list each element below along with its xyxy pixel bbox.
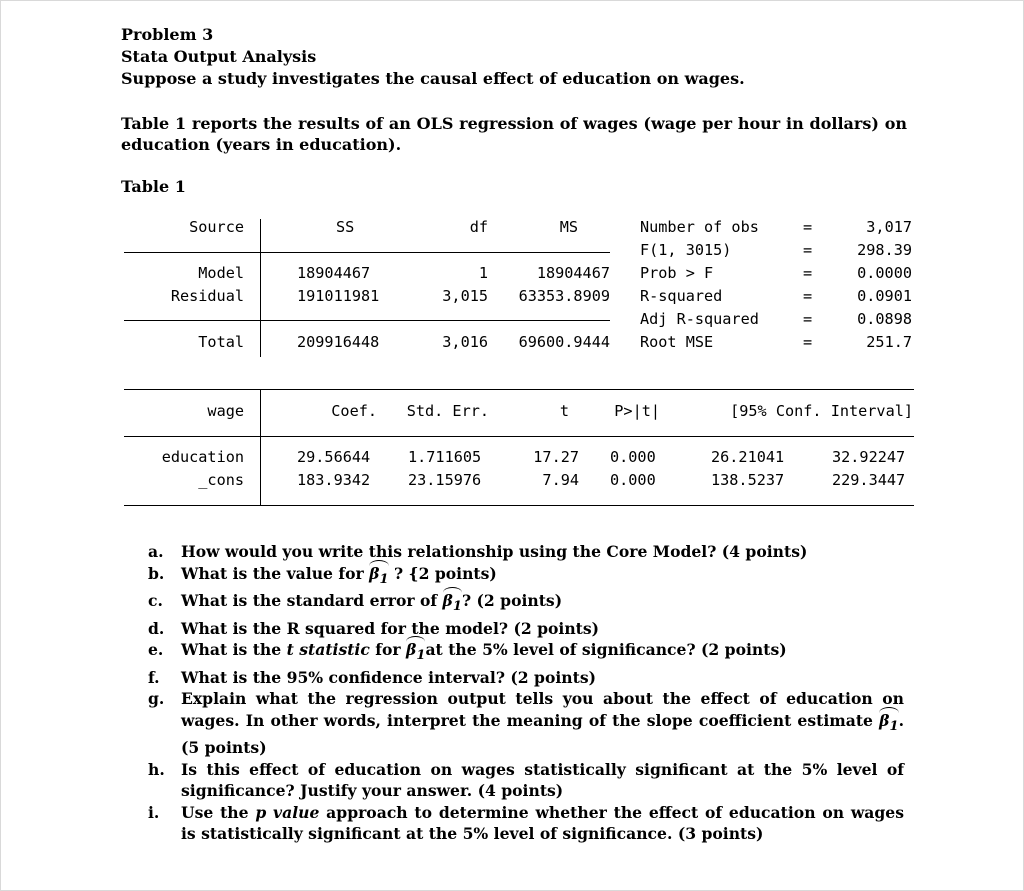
question-text-part: Use the: [181, 802, 256, 822]
row-cons-p: 0.000: [610, 471, 656, 489]
beta-letter: β: [879, 710, 890, 730]
question-e: [148, 639, 904, 667]
stat-eq: =: [803, 241, 813, 259]
header-depvar: wage: [207, 402, 244, 420]
question-list: [148, 541, 904, 845]
row-education-ci-low: 26.21041: [711, 448, 785, 466]
question-text: What is the 95% confidence interval? (2 points): [181, 667, 596, 687]
question-f: [148, 667, 904, 689]
problem-subtitle: Stata Output Analysis: [121, 47, 317, 66]
question-i: [148, 802, 904, 845]
problem-title: Problem 3: [121, 25, 214, 44]
question-text: [181, 563, 904, 591]
header-t: t: [559, 402, 569, 420]
row-model-ms: 18904467: [536, 264, 610, 282]
question-text: [181, 802, 904, 845]
row-cons-se: 23.15976: [408, 471, 482, 489]
row-total-ss: 209916448: [297, 333, 380, 351]
stat-eq: =: [803, 218, 813, 236]
question-text-part: approach to determine whether the effect of education on wages is statistically significant at the 5% level of significance. (3 points): [181, 802, 904, 844]
anova-rule-top: [124, 252, 610, 253]
question-label: a.: [148, 542, 164, 561]
row-model-label: Model: [198, 264, 244, 282]
question-text-italic: t statistic: [286, 640, 370, 660]
question-text-part: Explain what the regression output tells you about the effect of education on wages. In other words, interpret the meaning of the slope coefficient estimate: [181, 689, 904, 730]
stat-label: F(1, 3015): [640, 241, 732, 259]
anova-separator: [260, 219, 261, 357]
table-title: Table 1: [121, 177, 186, 196]
beta-hat-symbol: [879, 710, 898, 738]
question-text: [181, 590, 904, 618]
row-education-se: 1.711605: [408, 448, 482, 466]
row-cons-ci-low: 138.5237: [711, 471, 785, 489]
stat-label: Root MSE: [640, 333, 714, 351]
beta-subscript: 1: [416, 648, 426, 664]
row-model-df: 1: [478, 264, 488, 282]
row-cons-label: _cons: [198, 471, 244, 489]
row-residual-label: Residual: [170, 287, 244, 305]
header-std-err: Std. Err.: [406, 402, 489, 420]
question-text-italic: p value: [255, 802, 320, 822]
question-label: h.: [148, 759, 165, 779]
stat-eq: =: [803, 264, 813, 282]
stat-label: R-squared: [640, 287, 723, 305]
stat-label: Prob > F: [640, 264, 714, 282]
row-total-ms: 69600.9444: [518, 333, 610, 351]
row-total-label: Total: [198, 333, 244, 351]
row-model-ss: 18904467: [297, 264, 371, 282]
stat-label: Number of obs: [640, 218, 759, 236]
coef-rule-bottom: [124, 505, 914, 506]
row-education-label: education: [161, 448, 244, 466]
beta-hat-symbol: [443, 590, 462, 618]
stat-eq: =: [803, 287, 813, 305]
question-h: [148, 759, 904, 802]
question-text: Is this effect of education on wages statistically significant at the 5% level of significance? Justify your answer. (4 points): [181, 759, 904, 801]
header-ms: MS: [559, 218, 578, 236]
stat-value: 0.0000: [857, 264, 912, 282]
header-coef: Coef.: [331, 402, 377, 420]
question-text: What is the R squared for the model? (2 points): [181, 618, 600, 638]
beta-letter: β: [369, 563, 380, 583]
question-text-part: . (5 points): [181, 710, 904, 758]
row-cons-t: 7.94: [542, 471, 579, 489]
question-label: f.: [148, 667, 160, 687]
question-text-part: at the 5% level of significance? (2 points): [425, 640, 787, 660]
question-text-part: ? {2 points): [388, 563, 497, 583]
question-text-part: What is the value for: [181, 563, 370, 583]
question-d: [148, 618, 904, 640]
row-residual-df: 3,015: [442, 287, 488, 305]
question-label: d.: [148, 618, 165, 638]
question-label: b.: [148, 563, 165, 583]
stat-label: Adj R-squared: [640, 310, 759, 328]
question-label: c.: [148, 591, 163, 611]
row-residual-ss: 191011981: [297, 287, 380, 305]
question-g: [148, 688, 904, 759]
row-residual-ms: 63353.8909: [518, 287, 610, 305]
question-text: [181, 688, 904, 759]
row-education-t: 17.27: [533, 448, 579, 466]
coef-rule-mid: [124, 436, 914, 437]
question-label: i.: [148, 802, 160, 822]
header-conf-interval: [95% Conf. Interval]: [730, 402, 913, 420]
question-c: [148, 590, 904, 618]
row-education-coef: 29.56644: [297, 448, 371, 466]
question-text: How would you write this relationship using the Core Model? (4 points): [181, 542, 808, 561]
beta-subscript: 1: [379, 571, 389, 587]
stat-value: 0.0901: [857, 287, 912, 305]
stat-eq: =: [803, 333, 813, 351]
row-education-p: 0.000: [610, 448, 656, 466]
question-text-part: What is the standard error of: [181, 591, 443, 611]
question-text-part: What is the: [181, 640, 287, 660]
anova-rule-bottom: [124, 320, 610, 321]
question-text: [181, 639, 904, 667]
beta-letter: β: [406, 640, 417, 660]
question-text-part: ? (2 points): [461, 591, 563, 611]
stat-value: 251.7: [866, 333, 912, 351]
beta-hat-symbol: [369, 563, 388, 591]
header-ss: SS: [336, 218, 355, 236]
header-p: P>|t|: [614, 402, 660, 420]
question-text-part: for: [369, 640, 407, 660]
beta-subscript: 1: [452, 599, 462, 615]
study-statement: Suppose a study investigates the causal effect of education on wages.: [121, 69, 745, 88]
intro-paragraph: Table 1 reports the results of an OLS regression of wages (wage per hour in dollars) on education (years in education).: [121, 114, 907, 154]
coef-separator: [260, 389, 261, 505]
question-a: [148, 541, 904, 563]
row-cons-coef: 183.9342: [297, 471, 371, 489]
row-total-df: 3,016: [442, 333, 488, 351]
header-source: Source: [189, 218, 244, 236]
header-df: df: [469, 218, 488, 236]
beta-subscript: 1: [889, 718, 899, 734]
row-cons-ci-high: 229.3447: [832, 471, 906, 489]
question-label: e.: [148, 640, 164, 660]
stat-eq: =: [803, 310, 813, 328]
stat-value: 0.0898: [857, 310, 912, 328]
beta-hat-symbol: [406, 639, 425, 667]
coef-rule-top: [124, 389, 914, 390]
beta-letter: β: [442, 591, 453, 611]
stat-value: 3,017: [866, 218, 912, 236]
row-education-ci-high: 32.92247: [832, 448, 906, 466]
stat-value: 298.39: [857, 241, 912, 259]
question-label: g.: [148, 689, 165, 709]
question-b: [148, 563, 904, 591]
